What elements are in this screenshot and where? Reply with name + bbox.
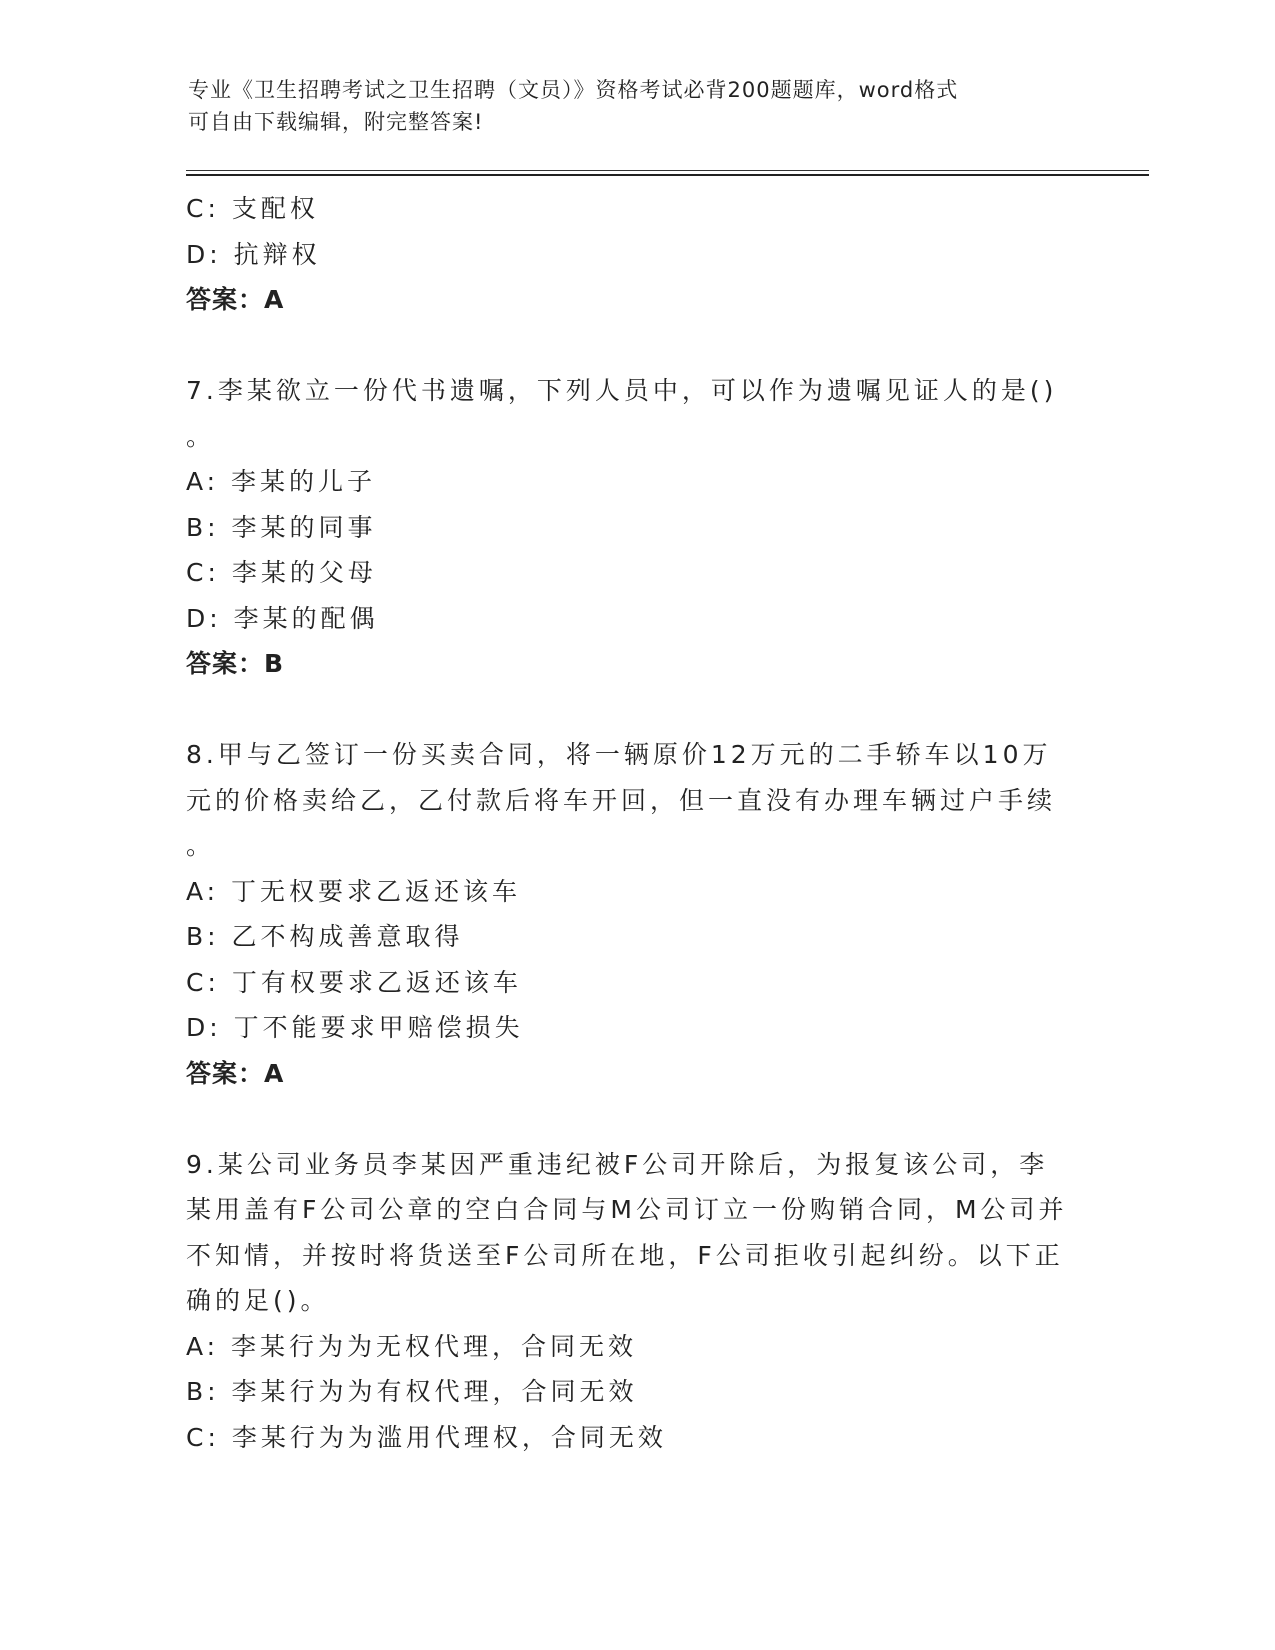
question-stem-line: 7.李某欲立一份代书遗嘱，下列人员中，可以作为遗嘱见证人的是() xyxy=(186,376,1058,405)
option-d: D: 丁不能要求甲赔偿损失 xyxy=(186,1013,524,1042)
question-8 xyxy=(186,732,1086,1096)
option-a: A: 李某行为为无权代理，合同无效 xyxy=(186,1331,638,1361)
option-d: D: 李某的配偶 xyxy=(186,603,379,633)
page-header xyxy=(188,74,1068,138)
answer-label: 答案：A xyxy=(186,285,285,314)
question-stem-line: 9.某公司业务员李某因严重违纪被F公司开除后，为报复该公司，李 xyxy=(186,1149,1049,1179)
question-stem-line: 。 xyxy=(186,831,216,860)
question-stem-line: 。 xyxy=(186,421,216,451)
option-b: B: 李某的同事 xyxy=(186,512,377,542)
answer-label: 答案：A xyxy=(186,1058,285,1088)
question-9 xyxy=(186,1142,1086,1461)
option-c: C: 丁有权要求乙返还该车 xyxy=(186,967,522,997)
header-rule-thick xyxy=(186,174,1149,176)
answer-label: 答案：B xyxy=(186,649,285,678)
question-7 xyxy=(186,368,1086,687)
document-body xyxy=(186,186,1086,1460)
question-stem-line: 确的足()。 xyxy=(186,1286,330,1315)
option-c: C: 李某行为为滥用代理权，合同无效 xyxy=(186,1422,667,1452)
option-a: A: 李某的儿子 xyxy=(186,467,377,496)
option-b: B: 李某行为为有权代理，合同无效 xyxy=(186,1377,638,1406)
question-stem-line: 某用盖有F公司公章的空白合同与M公司订立一份购销合同，M公司并 xyxy=(186,1195,1068,1224)
header-line-1: 专业《卫生招聘考试之卫生招聘（文员）》资格考试必背200题题库，word格式 xyxy=(188,78,959,102)
question-stem-line: 元的价格卖给乙，乙付款后将车开回，但一直没有办理车辆过户手续 xyxy=(186,785,1057,815)
question-stem-line: 不知情，并按时将货送至F公司所在地，F公司拒收引起纠纷。以下正 xyxy=(186,1240,1064,1270)
header-rule-thin xyxy=(186,170,1149,171)
option-d: D: 抗辩权 xyxy=(186,239,321,269)
question-6-tail xyxy=(186,186,1086,323)
question-stem-line: 8.甲与乙签订一份买卖合同，将一辆原价12万元的二手轿车以10万 xyxy=(186,740,1052,769)
option-b: B: 乙不构成善意取得 xyxy=(186,922,464,951)
option-c: C: 支配权 xyxy=(186,194,319,223)
option-a: A: 丁无权要求乙返还该车 xyxy=(186,876,522,906)
header-line-2: 可自由下载编辑，附完整答案! xyxy=(188,110,484,134)
option-c: C: 李某的父母 xyxy=(186,558,377,587)
